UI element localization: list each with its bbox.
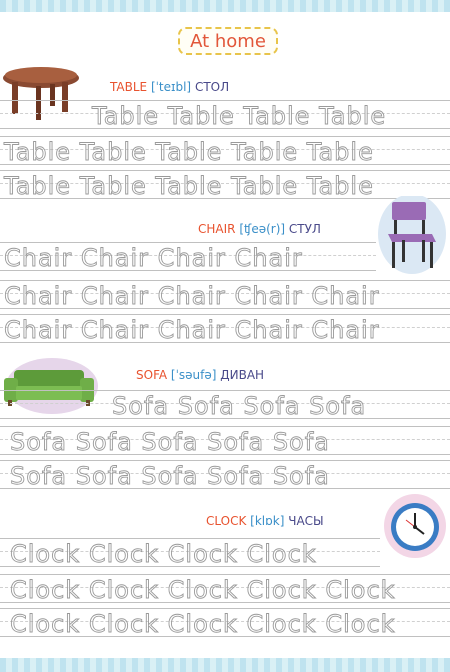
tracing-text: Table Table Table Table Table xyxy=(4,138,374,166)
tracing-text: Table Table Table Table xyxy=(92,102,387,130)
transcription-sofa: [ˈsəufə] xyxy=(170,368,217,382)
tracing-line xyxy=(0,100,450,134)
translation-chair: СТУЛ xyxy=(288,222,321,236)
section-heading-chair xyxy=(198,222,321,236)
tracing-line xyxy=(0,314,450,348)
tracing-line xyxy=(0,538,380,572)
tracing-text: Chair Chair Chair Chair Chair xyxy=(4,282,380,310)
tracing-text: Clock Clock Clock Clock Clock xyxy=(10,576,396,604)
word-chair: CHAIR xyxy=(198,222,236,236)
tracing-text: Chair Chair Chair Chair Chair xyxy=(4,316,380,344)
tracing-line xyxy=(0,426,450,460)
tracing-line xyxy=(0,136,450,170)
translation-sofa: ДИВАН xyxy=(220,368,265,382)
translation-clock: ЧАСЫ xyxy=(288,514,324,528)
tracing-line xyxy=(0,460,450,494)
tracing-text: Clock Clock Clock Clock Clock xyxy=(10,610,396,638)
word-sofa: SOFA xyxy=(136,368,168,382)
section-heading-sofa xyxy=(136,368,264,382)
page-title: At home xyxy=(190,30,266,52)
tracing-text: Sofa Sofa Sofa Sofa Sofa xyxy=(10,462,330,490)
word-clock: CLOCK xyxy=(206,514,247,528)
tracing-line xyxy=(0,608,450,642)
chair-icon xyxy=(378,196,446,276)
tracing-text: Table Table Table Table Table xyxy=(4,172,374,200)
section-heading-clock xyxy=(206,514,324,528)
tracing-line xyxy=(0,574,450,608)
title-box xyxy=(178,27,278,55)
tracing-text: Sofa Sofa Sofa Sofa xyxy=(112,392,367,420)
tracing-text: Clock Clock Clock Clock xyxy=(10,540,317,568)
section-heading-table xyxy=(110,80,229,94)
translation-table: СТОЛ xyxy=(194,80,230,94)
tracing-line xyxy=(0,280,450,314)
transcription-chair: [ʧeə(r)] xyxy=(239,222,286,236)
tracing-line xyxy=(0,390,450,424)
transcription-table: [ˈteɪbl] xyxy=(150,80,192,94)
tracing-line xyxy=(0,242,376,276)
clock-icon xyxy=(384,494,446,558)
top-border xyxy=(0,0,450,12)
word-table: TABLE xyxy=(110,80,148,94)
transcription-clock: [klɒk] xyxy=(250,514,285,528)
bottom-border xyxy=(0,658,450,672)
tracing-text: Chair Chair Chair Chair xyxy=(4,244,303,272)
tracing-text: Sofa Sofa Sofa Sofa Sofa xyxy=(10,428,330,456)
